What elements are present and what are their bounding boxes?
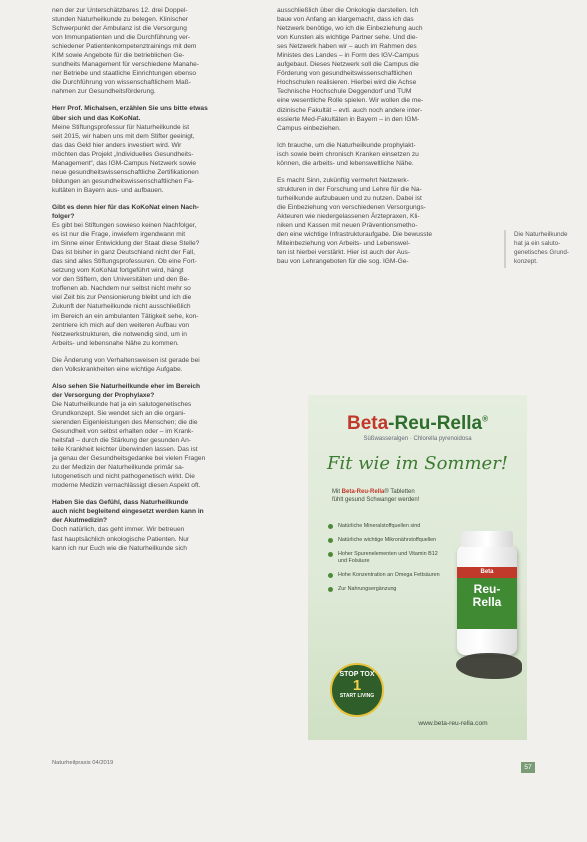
page-number: 57 <box>521 762 535 773</box>
ad-subtitle: Süßwasseralgen · Chlorella pyrenoidosa <box>363 436 472 442</box>
product-bottle-image <box>457 545 517 655</box>
ad-website-link[interactable]: www.beta-reu-rella.com <box>418 720 488 727</box>
paragraph: nen der zur Unterschätzbares 12. drei Doppel- stunden Naturheilkunde zu belegen. Klinischer Schwerpunkt der Ambulanz ist die Versorgung von Immunpatienten und die Durchführung ver- schiedener Patientenkompetenztrainings mit dem KIM sowie Angebote für die betrieblichen Ge- sundheits Management für verschiedene Manahe- ner Betriebe und staatliche Einrichtungen ebenso die Durchführung von wissenschaftlichem Maß- nahmen zur Gesundheitsförderung. <box>52 7 199 96</box>
sidebar-rule <box>504 230 506 268</box>
ad-slogan: Fit wie im Sommer! <box>326 453 509 474</box>
paragraph: Die Naturheilkunde hat ja ein salutogenetisches Grundkonzept. Sie wendet sich an die organi- sierenden Eigenleistungen des Menschen; die die Gesundheit von selbst erhalten oder – im Krank- heitsfall – durch die Stärkung der gesunden An- teile Krankheit leichter überwinden lassen. Das ist ja genau der Gesundheitsgedanke bei vielen Fragen zu der Medizin der Naturheilkunde primär sa- lutogenetisch und nicht pathogenetisch wirkt. Die moderne Medizin vernachlässigt diesen Aspekt oft. <box>52 400 206 490</box>
badge-number: 1 <box>352 677 362 694</box>
ad-brand-rest: -Reu-Rella <box>388 413 483 434</box>
paragraph: Meine Stiftungsprofessur für Naturheilkunde ist seit 2015, wir haben uns mit dem Stifter geeinigt, das das Geld hier anders investiert wird. Wir möchten das Projekt „Individuelles Gesundheits- Management“, das IGM-Campus Netzwerk sowie neue gesundheitswissenschaftliche Zertifikationen bildungen an gesundheitswissenschaftlichen Fa- kultäten in Bayern aus- und aufbauen. <box>52 123 199 194</box>
paragraph: Doch natürlich, das geht immer. Wir betreuen fast hauptsächlich onkologische Patienten. Nur kann ich nur Euch wie die Naturheilkunde sich <box>52 526 190 552</box>
pull-quote-sidebar <box>514 230 578 266</box>
bottle-label-brand: Beta <box>480 569 494 575</box>
bottle-cap <box>461 531 513 547</box>
ad-brand-title <box>308 413 527 435</box>
paragraph: Die Änderung von Verhaltensweisen ist gerade bei den Volkskrankheiten eine wichtige Aufgabe. <box>52 356 200 373</box>
badge-top-text: STOP TOX <box>339 671 375 678</box>
paragraph: Es macht Sinn, zukünftig vermehrt Netzwerk- strukturen in der Forschung und Lehre für die Na- turheilkunde aufzubauen und zu nutzen. Dabei ist die Einbeziehung von verschiedenen Versorgungs- Akteuren wie niedergelassenen Ärztepraxen, Kli- niken und Kassen mit neuen Präventionsmetho- den eine wichtige Infrastrukturaufgabe. Die bewusste Miteinbeziehung von Arbeits- und Lebenswel- ten ist hierbei verstärkt. Hier ist auch der Aus- bau von Lehrangeboten für die sog. IGM-Ge- <box>277 176 433 266</box>
interview-question: Also sehen Sie Naturheilkunde eher im Bereich der Versorgung der Prophylaxe? <box>52 382 201 399</box>
ad-intro-a: Mit <box>332 489 342 495</box>
ad-intro-brand: Beta-Reu-Rella <box>341 489 385 495</box>
badge-bottom-text: START LIVING <box>339 693 375 699</box>
ad-benefit-list <box>328 523 446 600</box>
ad-intro <box>332 488 462 504</box>
algae-pile-image <box>456 653 522 679</box>
ad-intro-c: ® Tabletten fühlt gesund Schwanger werden! <box>332 489 420 503</box>
interview-question: Gibt es denn hier für das KoKoNat einen Nach- folger? <box>52 203 199 220</box>
paragraph: ausschließlich über die Onkologie darstellen. Ich baue von Anfang an klargemacht, dass ich das Netzwerk benötige, wo ich die Einbeziehung auch von Kunsten als wichtige Partner sehe. Und die- ses Netzwerk haben wir – auch im Rahmen des Ministes des Landes – in Form des IGV-Campus aufgebaut. Dieses Netzwerk soll die Campus die Förderung von gesundheitswissenschaftlichen Hochschulen realisieren. Hierbei wird die Achse Technische Hochschule Deggendorf und TUM eine wesentliche Rolle spielen. Wir wollen die me- dizinische Fakultät – evtl. auch noch andere inter- essierte Med-Fakultäten in Bayern – in den IGM- Campus einbeziehen. <box>277 7 424 132</box>
ad-benefit-item: Natürliche wichtige Mikronährstoffquellen <box>328 537 446 544</box>
ad-brand-reg: ® <box>482 414 489 424</box>
text-column-left <box>52 6 259 561</box>
page-footer: Naturheilpraxis 04/2019 <box>52 760 114 766</box>
paragraph: Ich brauche, um die Naturheilkunde prophylakt- isch sowie beim chronisch Kranken einsetzen zu können, die arbeits- und lebensweltliche Nähe. <box>277 141 419 167</box>
ad-brand-first: Beta <box>346 413 389 434</box>
paragraph: Es gibt bei Stiftungen sowieso keinen Nachfolger, es ist nur die Frage, inwiefern irgendwann mit im Sinne einer Entwicklung der Staat diese Stelle? Das ist bisher in ganz Deutschland nicht der Fall, das sind alles Stiftungsprofessuren. Ob eine Fort- setzung vom KoKoNat fortgeführt wird, hängt vor den Stiftern, den Universitäten und den Be- troffenen ab. Nachdem nur selbst nicht mehr so viel Zeit bis zur Pensionierung bleibt und ich die Zukunft der Naturheilkunde nicht ausschließlich im Bereich an ein ambulanten Tätigkeit sehe, kon- zentriere ich mich auf den weiteren Aufbau von Netzwerkstrukturen, die notwendig sind, um in Arbeits- und lebensnahe Nähe zu kommen. <box>52 222 200 347</box>
ad-benefit-item: Hoher Spurenelementen und Vitamin B12 und Folsäure <box>328 551 446 565</box>
stop-tox-badge <box>330 663 384 717</box>
ad-benefit-item: Zur Nahrungsergänzung <box>328 586 446 593</box>
interview-question: Haben Sie das Gefühl, dass Naturheilkunde auch nicht begleitend eingesetzt werden kann in der Akutmedizin? <box>52 499 204 525</box>
bottle-label-name: Reu- Rella <box>472 582 502 609</box>
text-column-right <box>277 6 485 274</box>
pull-quote-text: Die Naturheilkunde hat ja ein saluto- genetisches Grund- konzept. <box>514 231 569 265</box>
ad-benefit-item: Natürliche Mineralstoffquellen sind <box>328 523 446 530</box>
ad-benefit-item: Hohe Konzentration an Omega Fettsäuren <box>328 572 446 579</box>
advertisement <box>308 395 527 740</box>
interview-question: Herr Prof. Michalsen, erzählen Sie uns bitte etwas über sich und das KoKoNat. <box>52 105 208 122</box>
